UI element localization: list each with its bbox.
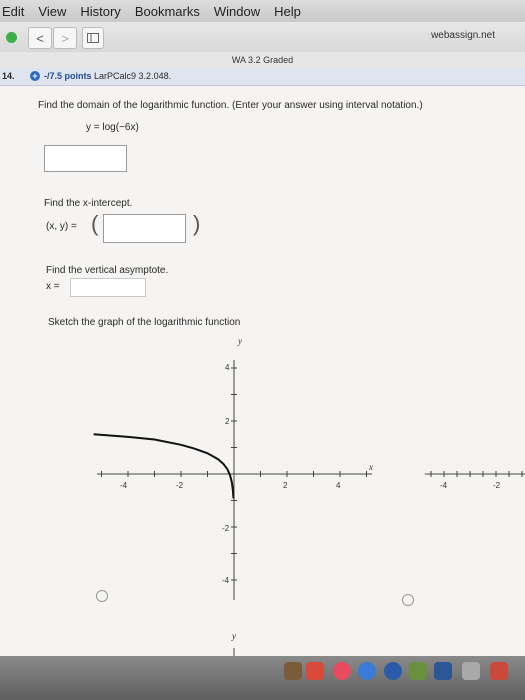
question-ref: LarPCalc9 3.2.048. (94, 71, 172, 81)
y-tick-label-neg4: -4 (222, 576, 230, 585)
back-label: < (36, 30, 44, 46)
forward-label: > (61, 30, 69, 46)
question-number: 14. (2, 71, 15, 81)
question-points (44, 68, 171, 85)
xintercept-label: (x, y) = (46, 221, 77, 232)
xintercept-prompt: Find the x-intercept. (44, 198, 133, 209)
back-button[interactable] (28, 27, 52, 49)
close-paren: ) (193, 211, 201, 236)
x-axis-label: x (369, 462, 373, 472)
window-zoom-button[interactable] (6, 32, 17, 43)
points-value: -/7.5 points (44, 71, 92, 81)
menu-help[interactable]: Help (274, 3, 301, 19)
log-function-graph[interactable] (92, 330, 392, 600)
graph-option-radio-1[interactable] (96, 590, 108, 602)
dock (0, 656, 525, 700)
xintercept-answer-input[interactable] (103, 214, 186, 243)
sidebar-icon (87, 33, 99, 43)
photos-icon[interactable] (409, 662, 427, 680)
forward-button[interactable] (53, 27, 77, 49)
menu-window[interactable]: Window (213, 3, 261, 19)
asymptote-label: x = (46, 281, 60, 292)
next-graph-partial (228, 630, 248, 656)
asymptote-prompt: Find the vertical asymptote. (46, 265, 169, 276)
menu-bookmarks[interactable]: Bookmarks (134, 3, 200, 19)
x-tick-label-neg4: -4 (120, 481, 128, 490)
music-icon[interactable] (333, 662, 351, 680)
web-browser-icon[interactable] (384, 662, 402, 680)
domain-prompt: Find the domain of the logarithmic function. (Enter your answer using interval notation.) (38, 100, 423, 111)
expand-plus-icon[interactable]: + (30, 71, 40, 81)
powerpoint-icon[interactable] (490, 662, 508, 680)
calendar-icon[interactable] (306, 662, 324, 680)
finder-icon[interactable] (284, 662, 302, 680)
app-store-icon[interactable] (358, 662, 376, 680)
y-tick-label-neg2: -2 (222, 524, 230, 533)
next-graph-y-label: y (232, 631, 236, 641)
asymptote-answer-input[interactable] (70, 278, 146, 297)
tab-bar (0, 52, 525, 69)
question-content (0, 86, 525, 656)
sketch-prompt: Sketch the graph of the logarithmic function (48, 317, 241, 328)
x-tick-label-2: 2 (283, 481, 288, 490)
x-tick-label-neg2: -2 (176, 481, 184, 490)
right-x-tick-label-neg2: -2 (493, 481, 501, 490)
x-tick-label-4: 4 (336, 481, 341, 490)
menu-history[interactable]: History (80, 3, 121, 19)
log-curve (94, 434, 234, 498)
sidebar-toggle-button[interactable] (82, 27, 104, 49)
tab-title[interactable]: WA 3.2 Graded (231, 55, 294, 65)
word-icon[interactable] (434, 662, 452, 680)
menu-edit[interactable]: Edit (2, 3, 25, 19)
y-axis-label: y (238, 336, 242, 346)
y-tick-label-2: 2 (225, 417, 230, 426)
address-bar[interactable]: webassign.net (431, 30, 495, 41)
preview-icon[interactable] (462, 662, 480, 680)
browser-toolbar (0, 22, 525, 53)
domain-answer-input[interactable] (44, 145, 127, 172)
right-x-tick-label-neg4: -4 (440, 481, 448, 490)
open-paren: ( (91, 211, 99, 236)
question-header (0, 68, 525, 86)
function-equation: y = log(−6x) (86, 122, 139, 133)
choice-graph-right-partial[interactable] (425, 461, 525, 501)
menu-bar (0, 0, 525, 22)
graph-option-radio-2[interactable] (402, 594, 414, 606)
y-tick-label-4: 4 (225, 363, 230, 372)
menu-view[interactable]: View (38, 3, 67, 19)
